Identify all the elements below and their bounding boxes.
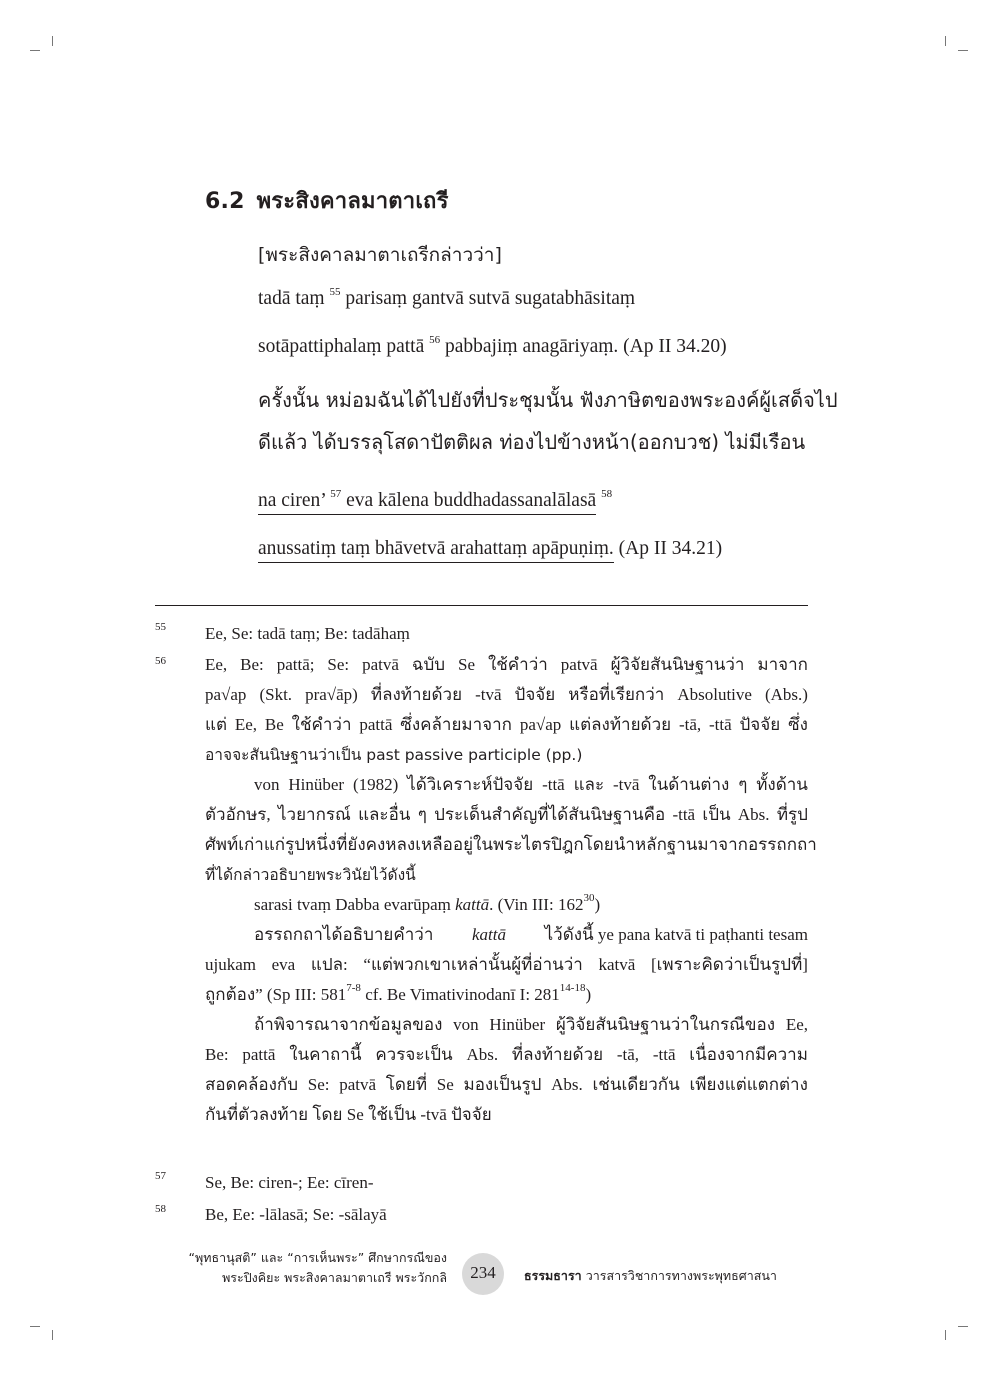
footnote-line — [205, 650, 808, 680]
footnote-word: Se: — [327, 655, 350, 674]
footnote-word: (Skt. — [259, 685, 293, 704]
crop-mark — [958, 50, 968, 51]
footnote-word: ฉบับ — [411, 655, 446, 674]
footnote-word: eva — [271, 955, 296, 974]
footnote-word: pattā — [242, 1045, 276, 1064]
crop-mark — [30, 50, 40, 51]
footnote-word: ใช้คำว่า — [291, 715, 352, 734]
footnote-word: Abs. — [466, 1045, 499, 1064]
footnote-word: เช่นเดียวกัน — [592, 1075, 680, 1094]
footnote-word: ๆ — [417, 805, 427, 824]
footnote-word: ศัพท์เก่าแก่รูปหนึ่งที่ยังคงหลงเหลืออยู่ในพระไตรปิฎก — [205, 835, 584, 854]
footnote-word: ซึ่งคล้ายมาจาก — [400, 715, 512, 734]
crop-mark — [945, 36, 946, 46]
footnote-word: ที่ลงท้ายด้วย — [370, 685, 463, 704]
verse-line: na ciren’ $^{57}$ eva kālena buddhadassanalālasā $^{58}$ — [258, 490, 612, 512]
footnote-word: -tā, — [678, 715, 702, 734]
footnote-58: Be, Ee: -lālasā; Se: -sālayā — [205, 1205, 387, 1224]
footnote-word: katvā — [598, 955, 636, 974]
crop-mark — [958, 1326, 968, 1327]
footnote-number: 58 — [155, 1203, 166, 1215]
footnote-word: (1982) — [352, 775, 399, 794]
footnote-word: หรือที่เรียกว่า — [568, 685, 665, 704]
footnote-word: -ttā — [542, 775, 565, 794]
footnote-word: pa√ap — [205, 685, 247, 704]
footnote-ref[interactable]: 58 — [601, 488, 613, 500]
footnote-word: [เพราะคิดว่าเป็นรูปที่] — [650, 955, 808, 974]
footnote-word: pattā; — [276, 655, 315, 674]
footnote-word: เพียงแต่แตกต่าง — [689, 1075, 808, 1094]
footnote-word: แต่ลงท้ายด้วย — [569, 715, 672, 734]
footnote-word: Hinüber — [288, 775, 345, 794]
footnote-word: แต่ — [205, 715, 227, 734]
footnote-line — [205, 830, 817, 860]
footnote-word: patvā — [362, 655, 399, 674]
footnote-line — [205, 800, 808, 830]
footnote-word: von — [453, 1015, 479, 1034]
footnote-number: 57 — [155, 1170, 166, 1182]
footnote-word: สอดคล้องกับ — [205, 1075, 299, 1094]
footnote-word: ที่รูป — [776, 805, 808, 824]
footnote-word: ปัจจัย — [514, 685, 556, 704]
footnote-word: Hinüber — [489, 1015, 546, 1034]
footnote-word: และอื่น — [358, 805, 411, 824]
footnote-separator — [155, 605, 808, 606]
footnote-55: Ee, Se: tadā taṃ; Be: tadāhaṃ — [205, 624, 410, 643]
footnote-ref[interactable]: 56 — [429, 334, 441, 346]
footnote-number: 55 — [155, 621, 166, 633]
footnote-word: -tā, — [616, 1045, 640, 1064]
footnote-word: Be: — [240, 655, 264, 674]
footnote-word: (Abs.) — [764, 685, 808, 704]
footnote-word: ควรจะเป็น — [375, 1045, 453, 1064]
footnote-word: pa√ap — [519, 715, 562, 734]
footnote-56: Ee, Be: pattā; Se: patvā ฉบับ Se ใช้คำว่า patvā ผู้วิจัยสันนิษฐานว่า มาจาก pa√ap (Skt. pra√āp) ที่ลงท้ายด้วย -tvā ปัจจัย หรือที่เรียกว่า Absolutive (Abs.) แต่ Ee, Be ใช้คำว่า pattā ซึ่งคล้ายมาจาก pa√ap แต่ลงท้ายด้วย -tā, -ttā ปัจจัย ซึ่ง อาจจะสันนิษฐานว่าเป็น past passive participle (pp.) von Hinüber (1982) ได้วิเคราะห์ปัจจัย -ttā และ -tvā ในด้านต่าง ๆ ทั้งด้าน ตัวอักษร, ไวยากรณ์ และอื่น ๆ ประเด็นสำคัญที่ได้สันนิษฐานคือ -ttā เป็น Abs. ที่รูป ศัพท์เก่าแก่รูปหนึ่งที่ยังคงหลงเหลืออยู่ในพระไตรปิฎก โดยนำหลักฐานมาจากอรรถกถา ที่ได้กล่าวอธิบายพระวินัยไว้ดังนี้ sarasi tvaṃ Dabba evarūpaṃ kattā. (Vin III: $162^{30}$) อรรถกถาได้อธิบายคำว่า kattā ไว้ดังนี้ ye pana katvā ti paṭhanti tesam ujukam eva แปล: “แต่พวกเขาเหล่านั้นผู้ที่อ่านว่า katvā [เพราะคิดว่าเป็นรูปที่] ถูกต้อง” (Sp III: 581$^{7-8}$ cf. Be Vimativinodanī I: 281$^{14-18}$) ถ้าพิจารณาจากข้อมูลของ von Hinüber ผู้วิจัยสันนิษฐานว่าในกรณีของ Ee, Be: pattā ในคาถานี้ ควรจะเป็น Abs. ที่ลงท้ายด้วย -tā, -ttā เนื่องจากมีความ สอดคล้องกับ Se: patvā โดยที่ Se มองเป็นรูป Abs. เช่นเดียวกัน เพียงแต่แตกต่าง กันที่ตัวลงท้าย โดย Se ใช้เป็น -tvā ปัจจัย — [205, 650, 808, 1130]
footnote-word: มาจาก — [757, 655, 808, 674]
footnote-word: patvā — [339, 1075, 377, 1094]
footnote-word: ผู้วิจัยสันนิษฐานว่า — [610, 655, 745, 674]
journal-name: ธรรมธารา วารสารวิชาการทางพระพุทธศาสนา — [524, 1268, 777, 1283]
verse-line: tadā taṃ $^{55}$ parisaṃ gantvā sutvā sugatabhāsitaṃ — [258, 286, 636, 309]
footnote-word: Se — [436, 1075, 454, 1094]
section-heading — [205, 183, 449, 218]
footnote-word: ใช้คำว่า — [487, 655, 548, 674]
crop-mark — [52, 36, 53, 46]
footnote-word: Ee, — [785, 1015, 808, 1034]
footnote-word: ตัวอักษร, — [205, 805, 271, 824]
verse-translation: ครั้งนั้น หม่อมฉันได้ไปยังที่ประชุมนั้น ฟังภาษิตของพระองค์ผู้เสด็จไป — [258, 388, 838, 412]
footnote-line — [205, 950, 808, 980]
footnote-line — [205, 680, 808, 710]
footnote-word: ในคาถานี้ — [289, 1045, 362, 1064]
footnote-word: Abs. — [737, 805, 770, 824]
section-number: 6.2 — [205, 189, 245, 214]
crop-mark — [945, 1330, 946, 1340]
footnote-word: Ee, — [205, 655, 228, 674]
footnote-ref[interactable]: 57 — [330, 488, 342, 500]
footnote-word: “แต่พวกเขาเหล่านั้นผู้ที่อ่านว่า — [363, 955, 583, 974]
footnote-word: -tvā — [612, 775, 640, 794]
footnote-word: ไวยากรณ์ — [277, 805, 351, 824]
verse-translation: ดีแล้ว ได้บรรลุโสดาปัตติผล ท่องไปข้างหน้า(ออกบวช) ไม่มีเรือน — [258, 430, 806, 454]
footnote-ref[interactable]: 55 — [329, 286, 341, 298]
footnote-line — [205, 1040, 808, 1070]
footnote-line — [205, 1010, 808, 1040]
footnote-word: Be: — [205, 1045, 229, 1064]
fn56-p3-l1: อรรถกถาได้อธิบายคำว่า kattā ไว้ดังนี้ ye pana katvā ti paṭhanti tesam — [254, 925, 808, 944]
verse-line: sotāpattiphalaṃ pattā $^{56}$ pabbajiṃ anagāriyaṃ. (Ap II 34.20) — [258, 334, 727, 357]
verse-line: anussatiṃ taṃ bhāvetvā arahattaṃ apāpuṇiṃ. (Ap II 34.21) — [258, 538, 722, 560]
footnote-word: ได้วิเคราะห์ปัจจัย — [407, 775, 534, 794]
footnote-word: Be — [264, 715, 284, 734]
footnote-word: ซึ่ง — [788, 715, 808, 734]
footnote-word: -tvā — [475, 685, 502, 704]
footnote-word: เนื่องจากมีความ — [689, 1045, 808, 1064]
running-title: “พุทธานุสติ” และ “การเห็นพระ” ศึกษากรณีของ พระปิงคิยะ พระสิงคาลมาตาเถรี พระวักกลิ — [188, 1250, 447, 1285]
page-number: 234 — [462, 1253, 504, 1295]
footnote-number: 56 — [155, 655, 166, 667]
speaker-note: [พระสิงคาลมาตาเถรีกล่าวว่า] — [258, 244, 502, 266]
footnote-word: Absolutive — [677, 685, 752, 704]
footnote-57: Se, Be: ciren-; Ee: cīren- — [205, 1173, 374, 1192]
footnote-word: Se: — [307, 1075, 330, 1094]
footnote-line — [205, 1070, 808, 1100]
footnote-word: -ttā — [709, 715, 732, 734]
footnote-word: von — [254, 775, 280, 794]
footnote-word: ที่ลงท้ายด้วย — [511, 1045, 604, 1064]
footnote-word: Ee, — [234, 715, 258, 734]
footnote-word: ในด้านต่าง — [648, 775, 730, 794]
footnote-word: โดยนำหลักฐานมาจากอรรถกถา — [583, 835, 817, 854]
footnote-word: pattā — [359, 715, 393, 734]
footnote-word: เป็น — [702, 805, 731, 824]
footnote-line — [205, 710, 808, 740]
footnote-word: โดยที่ — [385, 1075, 428, 1094]
footnote-word: -ttā — [652, 1045, 676, 1064]
crop-mark — [52, 1330, 53, 1340]
footnote-word: และ — [573, 775, 605, 794]
footnote-word: -ttā — [672, 805, 696, 824]
footnote-word: ผู้วิจัยสันนิษฐานว่าในกรณีของ — [555, 1015, 776, 1034]
footnote-word: pra√āp) — [305, 685, 358, 704]
footnote-word: ถ้าพิจารณาจากข้อมูลของ — [254, 1015, 443, 1034]
footnote-word: Abs. — [551, 1075, 583, 1094]
footnote-word: Se — [458, 655, 476, 674]
footnote-word: ๆ — [738, 775, 748, 794]
footnote-word: ujukam — [205, 955, 256, 974]
footnote-word: ปัจจัย — [739, 715, 781, 734]
crop-mark — [30, 1326, 40, 1327]
footnote-word: patvā — [560, 655, 598, 674]
footnote-word: มองเป็นรูป — [463, 1075, 542, 1094]
section-title: พระสิงคาลมาตาเถรี — [256, 189, 449, 214]
footnote-word: ประเด็นสำคัญที่ได้สันนิษฐานคือ — [434, 805, 666, 824]
footnote-word: ทั้งด้าน — [756, 775, 808, 794]
footnote-word: แปล: — [310, 955, 348, 974]
footnote-line — [205, 770, 808, 800]
